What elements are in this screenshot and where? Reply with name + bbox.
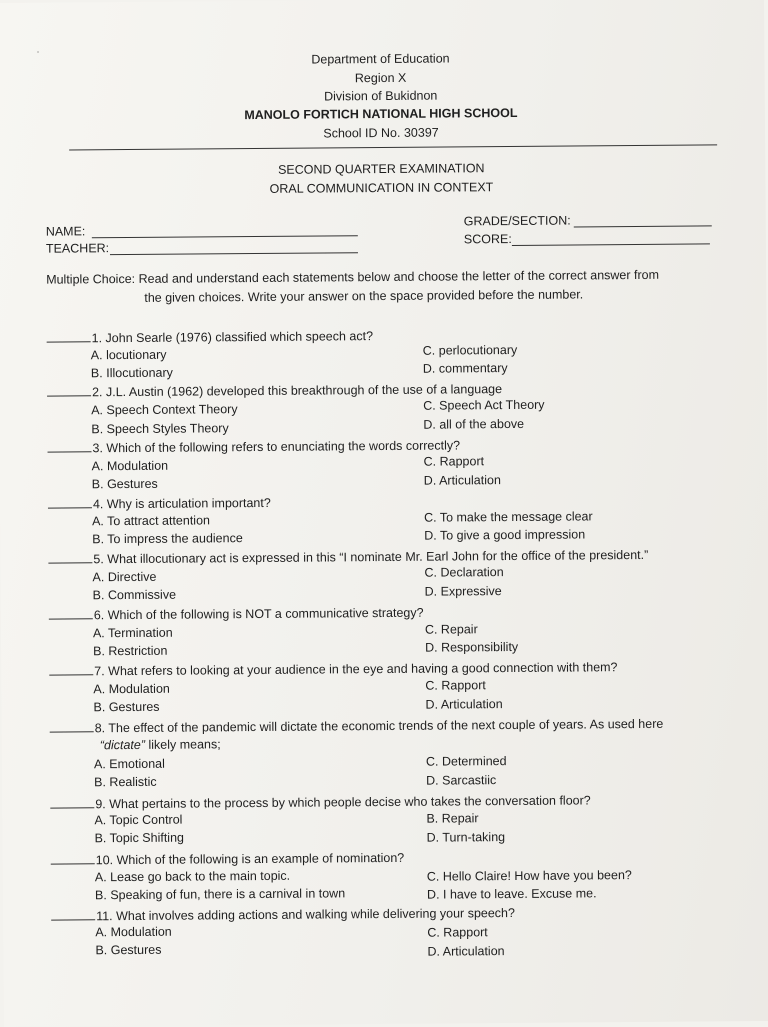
option-d: D. Articulation [427,944,505,959]
score-field[interactable] [512,243,710,246]
option-b: B. Restriction [93,643,168,659]
header-school-name: MANOLO FORTICH NATIONAL HIGH SCHOOL [244,105,518,123]
option-c: C. To make the message clear [423,509,593,525]
question-stem: 1. John Searle (1976) classified which speech act? [47,327,374,346]
option-d: D. Sarcastiic [426,773,497,788]
question-stem: 4. Why is articulation important? [48,494,271,512]
option-d: D. Responsibility [425,639,519,655]
option-d: D. commentary [422,361,508,376]
subject-title: ORAL COMMUNICATION IN CONTEXT [269,180,494,196]
option-c: B. Repair [426,811,479,826]
question-stem: 9. What pertains to the process by which people decise who takes the conversation floor? [50,791,591,811]
option-c: C. Determined [425,754,507,769]
option-c: C. Rapport [425,678,486,693]
option-c: C. Rapport [423,454,485,469]
answer-blank[interactable] [49,606,93,619]
answer-blank[interactable] [47,329,91,342]
option-b: B. Speech Styles Theory [91,421,229,437]
instructions-line-1: Multiple Choice: Read and understand each statements below and choose the letter of the correct answer from [46,267,660,287]
option-c: C. Rapport [427,925,488,940]
question-stem: 2. J.L. Austin (1962) developed this breakthrough of the use of a language [47,380,502,400]
option-d: D. To give a good impression [424,527,586,543]
question-stem-continued: “dictate” likely means; [99,737,221,753]
header-divider [69,144,717,150]
stray-mark: · [36,46,40,58]
option-b: B. Gestures [95,942,162,958]
option-d: D. Articulation [423,473,501,488]
question-stem: 10. Which of the following is an example of nomination? [51,849,405,868]
option-b: B. Commissive [92,587,177,603]
instructions-line-2: the given choices. Write your answer on the space provided before the number. [144,287,584,305]
teacher-label: TEACHER: [45,241,110,256]
question-stem: 8. The effect of the pandemic will dictate the economic trends of the next couple of years. As used here [50,715,664,736]
exam-title: SECOND QUARTER EXAMINATION [277,161,485,177]
answer-blank[interactable] [51,907,95,920]
option-a: A. locutionary [90,347,167,363]
option-a: A. Modulation [95,924,172,940]
question-stem: 6. Which of the following is NOT a communicative strategy? [49,604,424,623]
option-a: A. Speech Context Theory [91,402,238,418]
option-c: C. Repair [424,622,478,637]
answer-blank[interactable] [51,851,95,864]
grade-section-field[interactable] [574,225,712,227]
answer-blank[interactable] [47,383,91,396]
answer-blank[interactable] [49,662,93,675]
option-c: C. perlocutionary [422,342,518,358]
score-label: SCORE: [463,231,512,247]
option-d: D. Expressive [424,584,502,599]
answer-blank[interactable] [47,439,91,452]
option-b: B. Topic Shifting [94,830,185,846]
option-a: A. Lease go back to the main topic. [94,868,291,885]
instructions [46,265,736,308]
option-b: B. Gestures [91,476,158,492]
question-stem: 3. Which of the following refers to enunciating the words correctly? [47,436,460,455]
option-a: A. Modulation [91,458,169,474]
option-b: B. To impress the audience [92,531,243,547]
option-a: A. Directive [92,569,157,585]
answer-blank[interactable] [48,550,92,563]
option-a: A. Emotional [93,756,165,772]
name-field[interactable] [92,235,358,238]
header-school-id: School ID No. 30397 [323,125,439,141]
option-b: B. Gestures [93,699,160,715]
option-d: D. Articulation [425,697,503,712]
question-stem: 11. What involves adding actions and walking while delivering your speech? [51,904,515,924]
answer-blank[interactable] [50,719,94,732]
name-label: NAME: [45,224,86,239]
question-stem: 5. What illocutionary act is expressed in this “I nominate Mr. Earl John for the office of the president.” [48,546,648,567]
option-c: C. Speech Act Theory [423,397,545,413]
option-a: A. Termination [92,625,173,641]
header-department: Department of Education [311,51,450,67]
header-division: Division of Bukidnon [324,88,438,104]
option-a: A. Topic Control [94,812,183,828]
option-b: B. Realistic [94,774,157,790]
option-a: A. Modulation [93,681,170,697]
option-d: D. I have to leave. Excuse me. [426,886,597,902]
option-d: D. Turn-taking [426,830,506,845]
option-b: B. Illocutionary [90,365,173,381]
answer-blank[interactable] [50,795,94,808]
header-region: Region X [354,70,407,86]
question-stem: 7. What refers to looking at your audience in the eye and having a good connection with them? [49,658,617,678]
option-c: C. Declaration [424,565,504,580]
option-a: A. To attract attention [92,513,211,529]
option-b: B. Speaking of fun, there is a carnival in town [94,886,346,903]
teacher-field[interactable] [110,252,358,255]
option-d: D. all of the above [423,416,525,432]
quoted-word: “dictate” [99,737,146,753]
answer-blank[interactable] [48,495,92,508]
option-c: C. Hello Claire! How have you been? [426,868,632,884]
grade-section-label: GRADE/SECTION: [463,213,571,229]
